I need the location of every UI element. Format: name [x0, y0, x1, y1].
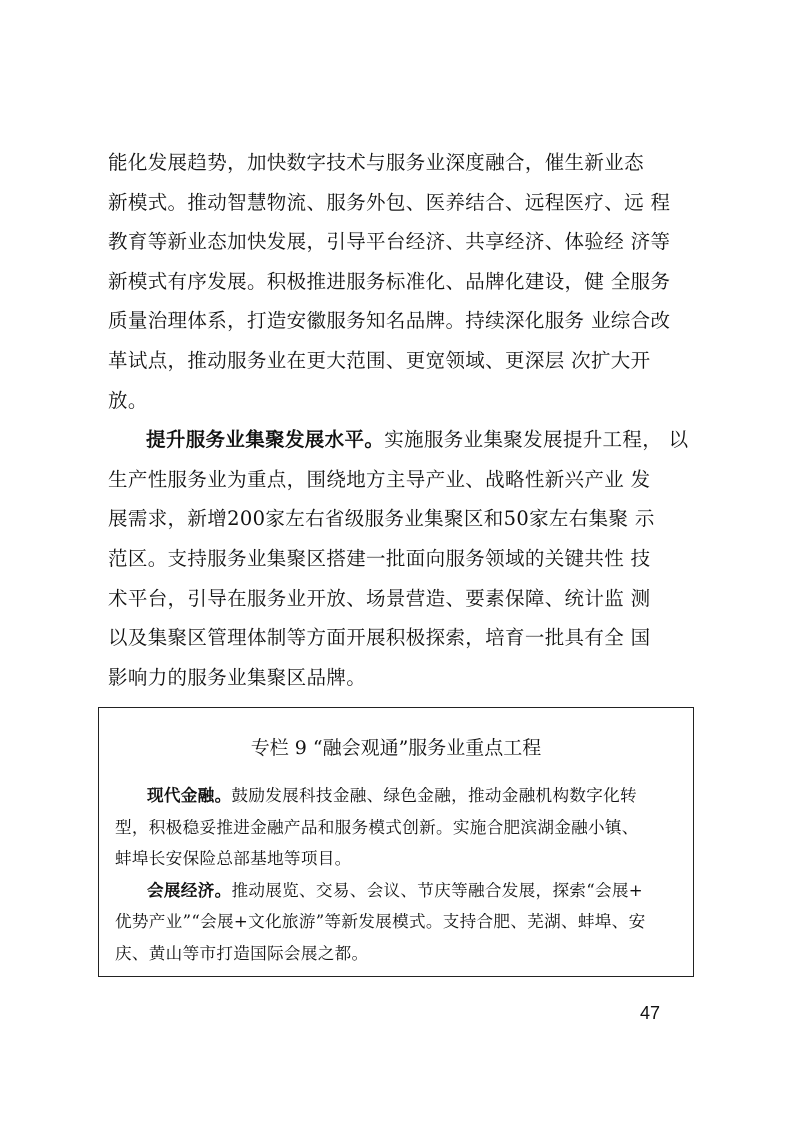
box-item-text: 鼓励发展科技金融、绿色金融，推动金融机构数字化转 — [231, 786, 637, 805]
box-item-line: 庆、黄山等市打造国际会展之都。 — [115, 943, 369, 963]
paragraph-line: 范区。支持服务业集聚区搭建一批面向服务领域的关键共性 技 — [108, 546, 651, 570]
paragraph-line: 能化发展趋势，加快数字技术与服务业深度融合，催生新业态 — [108, 151, 644, 174]
paragraph-line: 新模式。推动智慧物流、服务外包、医养结合、远程医疗、远 程 — [108, 190, 671, 214]
paragraph-text: 实施服务业集聚发展提升工程， 以 — [384, 428, 689, 452]
box-item-line: 优势产业”“会展+文化旅游”等新发展模式。支持合肥、芜湖、蚌埠、安 — [115, 912, 646, 932]
box-body — [115, 780, 685, 970]
box-title: 专栏 9 “融会观通”服务业重点工程 — [250, 737, 542, 759]
body-text — [108, 143, 693, 697]
paragraph-line: 教育等新业态加快发展，引导平台经济、共享经济、体验经 济等 — [108, 230, 671, 254]
box-item-first-line — [115, 780, 685, 812]
box-item-heading: 会展经济。 — [147, 880, 232, 900]
paragraph-line: 放。 — [108, 388, 148, 412]
paragraph-first-line — [108, 420, 693, 460]
paragraph-line: 以及集聚区管理体制等方面开展积极探索，培育一批具有全 国 — [108, 626, 651, 650]
section-heading: 提升服务业集聚发展水平。 — [146, 428, 385, 452]
paragraph-line: 术平台，引导在服务业开放、场景营造、要素保障、统计监 测 — [108, 586, 651, 610]
box-item-first-line — [115, 875, 685, 907]
box-item-text: 推动展览、交易、会议、节庆等融合发展，探索“会展+ — [231, 880, 644, 900]
paragraph-line: 影响力的服务业集聚区品牌。 — [108, 665, 367, 689]
paragraph-line: 革试点，推动服务业在更大范围、更宽领域、更深层 次扩大开 — [108, 348, 651, 372]
page-number: 47 — [640, 1003, 661, 1023]
paragraph-line: 质量治理体系，打造安徽服务知名品牌。持续深化服务 业综合改 — [108, 309, 671, 333]
feature-box — [98, 707, 694, 977]
paragraph-line: 新模式有序发展。积极推进服务标准化、品牌化建设，健 全服务 — [108, 269, 671, 293]
box-item-line: 型，积极稳妥推进金融产品和服务模式创新。实施合肥滨湖金融小镇、 — [115, 817, 639, 837]
box-item-line: 蚌埠长安保险总部基地等项目。 — [115, 849, 352, 869]
box-item-heading: 现代金融。 — [147, 786, 232, 805]
paragraph-line: 生产性服务业为重点，围绕地方主导产业、战略性新兴产业 发 — [108, 467, 651, 491]
paragraph-line: 展需求，新增200家左右省级服务业集聚区和50家左右集聚 示 — [108, 507, 655, 531]
